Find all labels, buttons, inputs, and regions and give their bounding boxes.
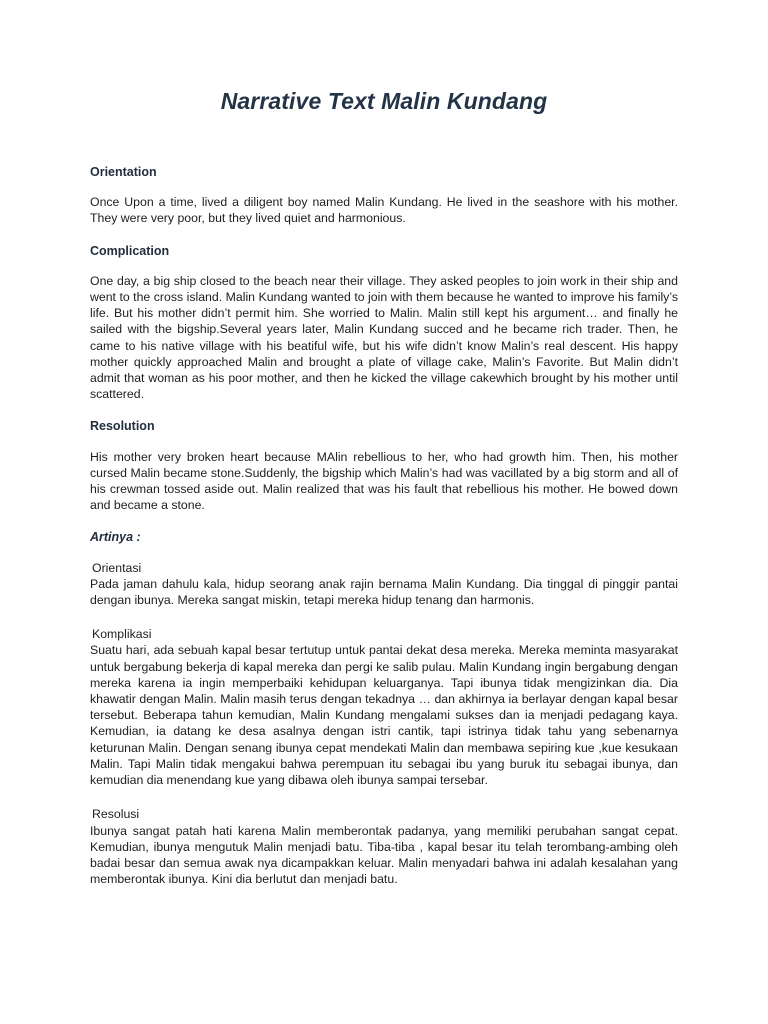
complication-heading: Complication — [90, 243, 170, 258]
resolution-paragraph: His mother very broken heart because MAlin rebellious to her, who had growth him. Then, his mother cursed Malin became stone.Suddenly, the bigship which Malin’s had was vacillated by a big storm and all of his crewman tossed aside out. Malin realized that was his fault that rebellious his mother. He bowed down and became a stone. — [90, 449, 678, 513]
orientation-paragraph: Once Upon a time, lived a diligent boy named Malin Kundang. He lived in the seashore with his mother. They were very poor, but they lived quiet and harmonious. — [90, 195, 678, 226]
resolution-heading: Resolution — [90, 419, 155, 434]
orientation-heading: Orientation — [90, 165, 157, 179]
resolusi-heading: Resolusi — [92, 807, 140, 822]
komplikasi-paragraph: Suatu hari, ada sebuah kapal besar tertutup untuk pantai dekat desa mereka. Mereka meminta masyarakat untuk bergabung bekerja di kapal mereka dan pergi ke salib pulau. Malin Kundang ingin bergabung dengan mereka karena ia ingin memperbaiki kehidupan keluarganya. Tapi ibunya tidak mengizinkan dia. Dia khawatir dengan Malin. Malin masih terus dengan tekadnya … dan akhirnya ia berlayar dengan kapal besar tersebut. Beberapa tahun kemudian, Malin Kundang mengalami sukses dan ia menjadi pedagang kaya. Kemudian, ia datang ke desa asalnya dengan istri cantik, tapi istrinya tidak tahu yang sebenarnya keturunan Malin. Dengan senang ibunya cepat mendekati Malin dan membawa sepiring kue ,kue kesukaan Malin. Tapi Malin tidak mengakui bahwa perempuan itu sebagai ibu yang buruk itu sebagai ibunya, dan kemudian dia menendang kue yang dibawa oleh ibunya sampai tersebar. — [90, 643, 678, 788]
translation-heading: Artinya : — [90, 530, 141, 545]
complication-paragraph: One day, a big ship closed to the beach near their village. They asked peoples to join work in their ship and went to the cross island. Malin Kundang wanted to join with them because he wanted to improve his family’s life. But his mother didn’t permit him. She worried to Malin. Malin still kept his argument… and finally he sailed with the bigship.Several years later, Malin Kundang succed and he became rich trader. Then, he came to his native village with his beatiful wife, but his wife didn’t know Malin’s real descent. His happy mother quickly approached Malin and brought a plate of village cake, Malin’s Favorite. But Malin didn’t admit that woman as his poor mother, and then he kicked the village cakewhich brought by his mother until scattered. — [90, 273, 678, 402]
orientasi-paragraph: Pada jaman dahulu kala, hidup seorang anak rajin bernama Malin Kundang. Dia tinggal di pinggir pantai dengan ibunya. Mereka sangat miskin, tetapi mereka hidup tenang dan harmonis. — [90, 576, 678, 608]
document-title: Narrative Text Malin Kundang — [220, 88, 548, 114]
resolusi-paragraph: Ibunya sangat patah hati karena Malin memberontak padanya, yang memiliki perubahan sangat cepat. Kemudian, ibunya mengutuk Malin menjadi batu. Tiba-tiba , kapal besar itu telah terombang-ambing oleh badai besar dan semua awak nya dicampakkan keluar. Malin menyadari bahwa ini adalah kesalahan yang memberontak ibunya. Kini dia berlutut dan menjadi batu. — [90, 823, 678, 887]
orientasi-heading: Orientasi — [92, 560, 142, 575]
komplikasi-heading: Komplikasi — [92, 627, 152, 642]
document-body — [90, 164, 678, 905]
